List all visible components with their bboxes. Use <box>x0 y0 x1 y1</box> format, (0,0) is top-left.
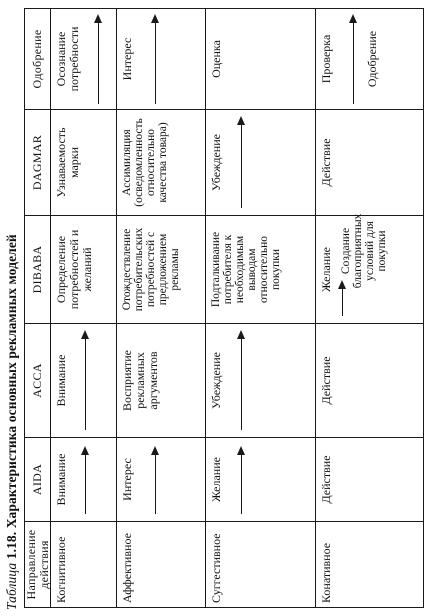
header-aida: AIDA <box>30 463 44 496</box>
header-approval: Одобрение <box>30 29 44 89</box>
row-cognitive-aida-arrow <box>80 446 91 514</box>
row-suggestive-dagmar: Убеждение <box>209 134 223 191</box>
row-suggestive-approval: Оценка <box>209 40 223 78</box>
row-suggestive-aida: Желание <box>209 457 223 502</box>
row-cognitive-acca: Внимание <box>54 354 68 407</box>
row-affective-aida: Интерес <box>120 458 134 501</box>
header-direction: Направление действия <box>23 529 51 600</box>
row-conative-dibaba-extra: Создание благоприятных условий для покупки <box>340 213 388 289</box>
row-cognitive-aida: Внимание <box>54 453 68 506</box>
row-cognitive-approval-arrow <box>93 14 104 104</box>
row-conative-acca: Действие <box>319 356 333 405</box>
row-cognitive-acca-arrow <box>80 330 91 430</box>
row-affective-aida-arrow <box>150 446 161 514</box>
row-conative-direction: Конативное <box>319 542 333 603</box>
header-dibaba: DIBABA <box>30 245 44 294</box>
row-affective-approval: Интерес <box>120 37 134 81</box>
caption-label: Таблица <box>4 562 19 610</box>
row-cognitive-dagmar: Узнаваемость марки <box>54 127 81 198</box>
row-conative-dibaba: Желание <box>319 247 333 292</box>
row-affective-dagmar: Ассимиляция (осведомленность относительно качества товара) <box>121 118 169 207</box>
header-dagmar: DAGMAR <box>30 134 44 191</box>
row-conative-approval-final: Одобрение <box>365 30 379 88</box>
table-border-bottom <box>423 8 424 608</box>
caption-number: 1.18. <box>4 531 19 560</box>
row-cognitive-dibaba: Определение потребностей и желаний <box>54 229 94 310</box>
header-acca: ACCA <box>30 363 44 398</box>
row-suggestive-direction: Суггестивное <box>209 533 223 603</box>
row-affective-dibaba: Отождествление потребительских потребностей с предложением рекламы <box>121 227 181 312</box>
row-suggestive-acca: Убеждение <box>209 352 223 409</box>
row-cognitive-approval: Осознание потребности <box>54 26 81 92</box>
row-suggestive-acca-arrow <box>236 330 247 430</box>
row-conative-approval-check: Проверка <box>319 34 333 84</box>
row-suggestive-dagmar-arrow <box>236 116 247 208</box>
row-affective-approval-arrow <box>150 14 161 104</box>
row-conative-approval-arrow <box>348 14 359 104</box>
caption-title: Характеристика основных рекламных моделей <box>4 234 19 529</box>
row-conative-dagmar: Действие <box>319 138 333 187</box>
row-suggestive-aida-arrow <box>236 446 247 514</box>
row-conative-aida: Действие <box>319 455 333 504</box>
row-suggestive-dibaba: Подталкивание потребителя к необходимым выводам относительно покупки <box>210 231 282 308</box>
row-affective-acca: Восприятие рекламных аргументов <box>120 350 160 411</box>
row-affective-direction: Аффективное <box>120 533 134 603</box>
row-cognitive-direction: Когнитивное <box>54 536 68 603</box>
